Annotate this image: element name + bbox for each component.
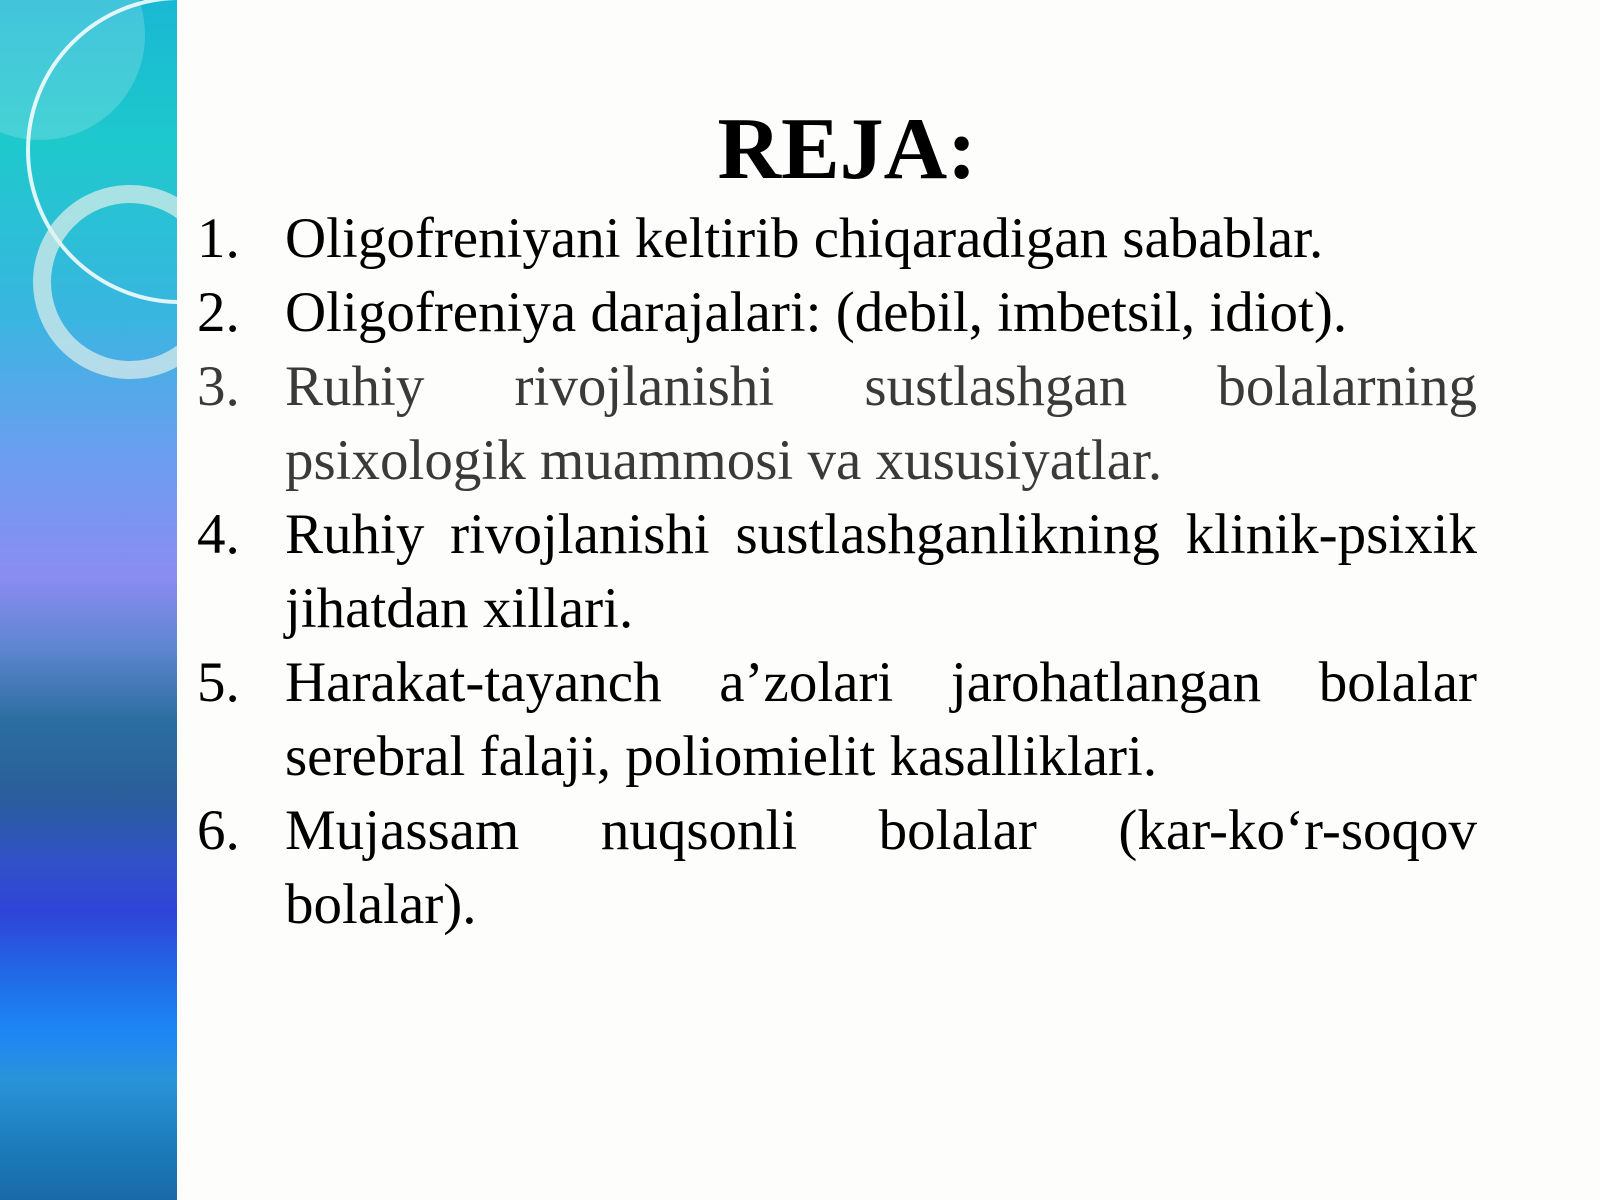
decorative-ring-small [42,194,177,370]
decorative-side-band [0,0,177,1200]
plan-item-5 [197,646,1477,794]
decorative-disc [0,0,145,140]
plan-item-text: Oligofreniya darajalari: (debil, imbetsil, idiot). [285,281,1348,344]
plan-item-3 [197,350,1477,498]
plan-item-text: Ruhiy rivojlanishi sustlashganlikning klinik-psixik jihatdan xillari. [285,503,1477,640]
plan-item-text: Harakat-tayanch a’zolari jarohatlangan bolalar serebral falaji, poliomielit kasalliklari. [285,651,1477,788]
plan-item-number: 5. [197,651,240,714]
slide-title: REJA: [717,101,977,198]
plan-item-2 [197,276,1477,350]
plan-item-6 [197,794,1477,942]
plan-item-1 [197,202,1477,276]
plan-item-number: 3. [197,355,240,418]
plan-item-number: 2. [197,281,240,344]
plan-item-text: Oligofreniyani keltirib chiqaradigan sabablar. [285,207,1324,270]
plan-list [197,202,1477,942]
decorative-circles-graphic [0,0,177,1200]
plan-item-4 [197,498,1477,646]
plan-item-number: 6. [197,799,240,862]
plan-item-text: Mujassam nuqsonli bolalar (kar-ko‘r-soqov bolalar). [285,799,1477,936]
slide-content [177,0,1600,1200]
plan-item-number: 1. [197,207,240,270]
plan-item-text: Ruhiy rivojlanishi sustlashgan bolalarning psixologik muammosi va xususiyatlar. [285,355,1477,492]
plan-item-number: 4. [197,503,240,566]
